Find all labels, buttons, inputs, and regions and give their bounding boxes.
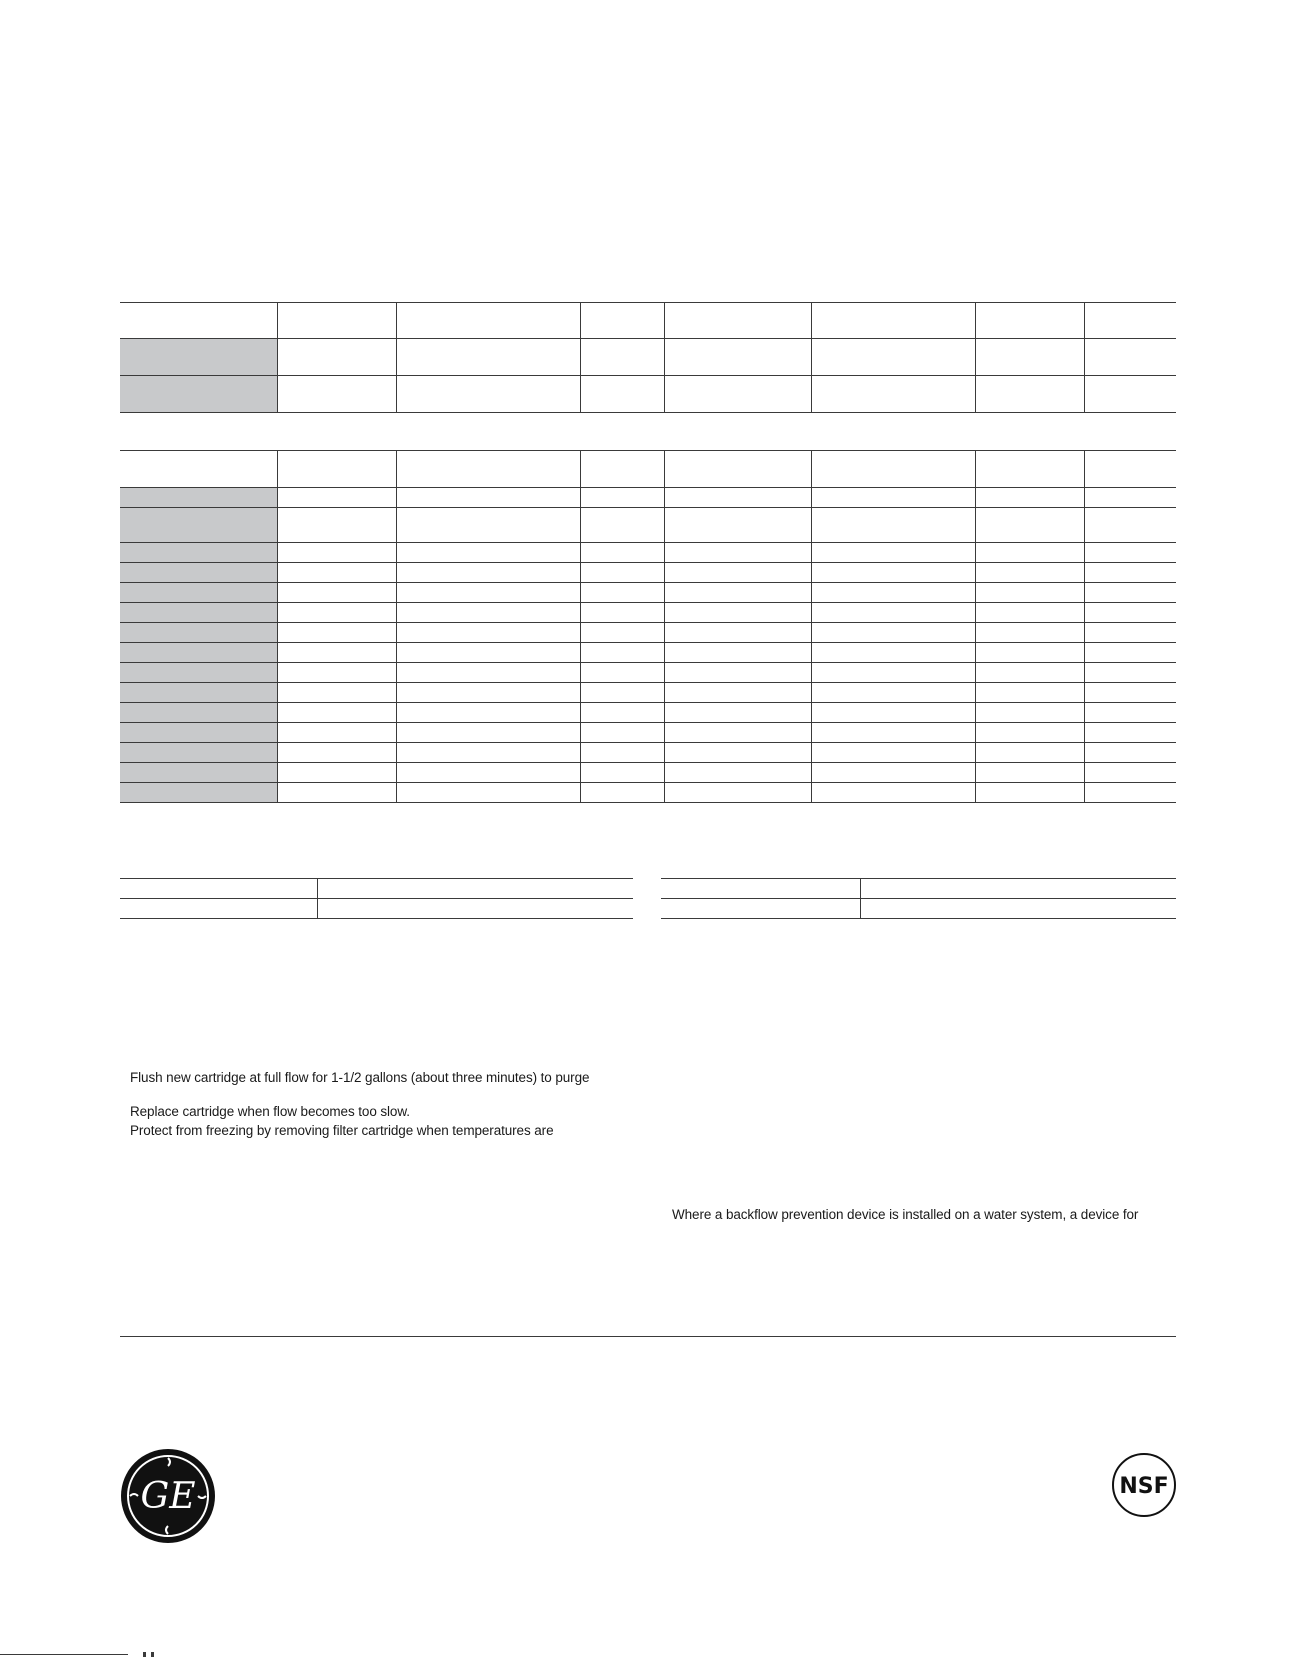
footer-line: [0, 1654, 128, 1655]
svg-text:NSF: NSF: [1119, 1474, 1169, 1499]
table-row: [120, 376, 1176, 413]
table-row: [120, 879, 633, 899]
table-row: [120, 899, 633, 919]
freeze-instruction: Protect from freezing by removing filter cartridge when temperatures are: [130, 1123, 554, 1138]
spec-table-left: [120, 878, 633, 919]
table-row: [120, 683, 1176, 703]
table-row: [120, 663, 1176, 683]
table-row: [120, 603, 1176, 623]
table-row: [120, 743, 1176, 763]
flush-instruction: Flush new cartridge at full flow for 1-1/2 gallons (about three minutes) to purge: [130, 1070, 590, 1085]
table-header-row: [120, 303, 1176, 339]
table-row: [120, 583, 1176, 603]
table-row: [120, 339, 1176, 376]
table-header-row: [120, 451, 1176, 488]
spec-table-right: [661, 878, 1176, 919]
table-row: [120, 763, 1176, 783]
backflow-instruction: Where a backflow prevention device is installed on a water system, a device for: [672, 1207, 1139, 1222]
table-row: [120, 783, 1176, 803]
ge-logo: [120, 1448, 216, 1544]
table-row: [120, 508, 1176, 543]
table-row: [120, 488, 1176, 508]
performance-table-1: [120, 302, 1176, 413]
section-divider: [120, 1336, 1176, 1337]
table-row: [120, 643, 1176, 663]
table-row: [120, 703, 1176, 723]
nsf-certification-mark: [1111, 1452, 1177, 1518]
table-row: [120, 623, 1176, 643]
table-row: [120, 723, 1176, 743]
table-row: [120, 543, 1176, 563]
performance-table-2: [120, 450, 1176, 803]
table-row: [661, 899, 1176, 919]
table-row: [661, 879, 1176, 899]
replace-instruction: Replace cartridge when flow becomes too slow.: [130, 1104, 410, 1119]
table-row: [120, 563, 1176, 583]
footer-tick: [151, 1652, 154, 1657]
svg-text:GE: GE: [140, 1476, 196, 1517]
footer-tick: [143, 1652, 146, 1657]
